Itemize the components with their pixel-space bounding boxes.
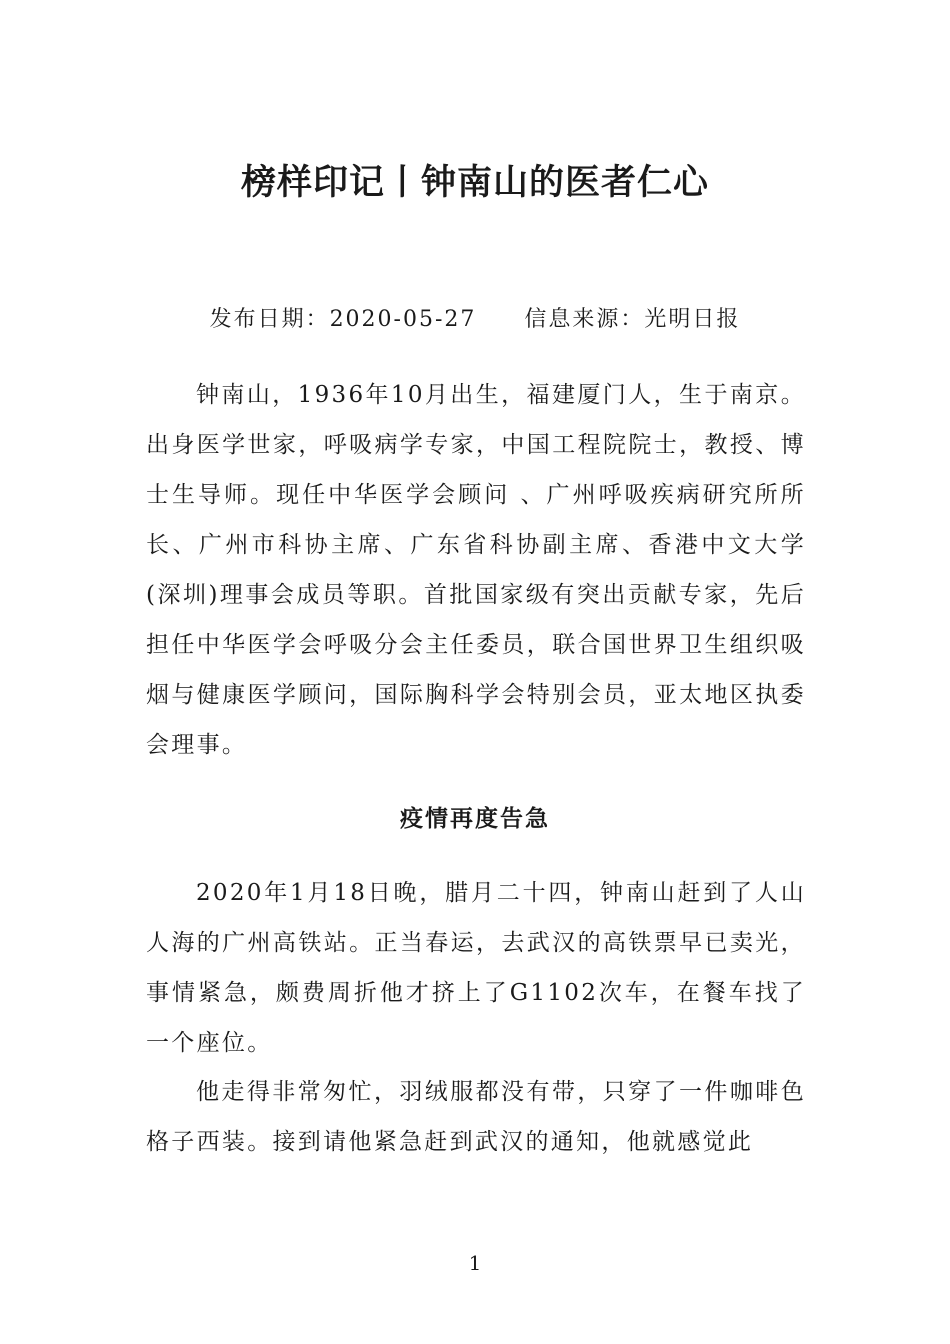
section-paragraph: 他走得非常匆忙，羽绒服都没有带，只穿了一件咖啡色格子西装。接到请他紧急赶到武汉的通知，他就感觉此 bbox=[146, 1079, 806, 1155]
intro-paragraph: 钟南山，1936年10月出生，福建厦门人，生于南京。出身医学世家，呼吸病学专家，中国工程院院士，教授、博士生导师。现任中华医学会顾问 、广州呼吸疾病研究所所长、广州市科协主席、广东省科协副主席、香港中文大学(深圳)理事会成员等职。首批国家级有突出贡献专家，先后担任中华医学会呼吸分会主任委员，联合国世界卫生组织吸烟与健康医学顾问，国际胸科学会特别会员，亚太地区执委会理事。 bbox=[146, 382, 806, 758]
publish-date: 发布日期：2020-05-27 bbox=[209, 307, 477, 332]
info-source: 信息来源：光明日报 bbox=[524, 307, 741, 332]
page-number: 1 bbox=[468, 1251, 482, 1275]
section-heading: 疫情再度告急 bbox=[400, 805, 550, 832]
article-meta bbox=[0, 302, 950, 338]
article-title: 榜样印记丨钟南山的医者仁心 bbox=[240, 162, 709, 203]
section-paragraph: 2020年1月18日晚，腊月二十四，钟南山赶到了人山人海的广州高铁站。正当春运，去武汉的高铁票早已卖光，事情紧急，颇费周折他才挤上了G1102次车，在餐车找了一个座位。 bbox=[146, 880, 806, 1056]
